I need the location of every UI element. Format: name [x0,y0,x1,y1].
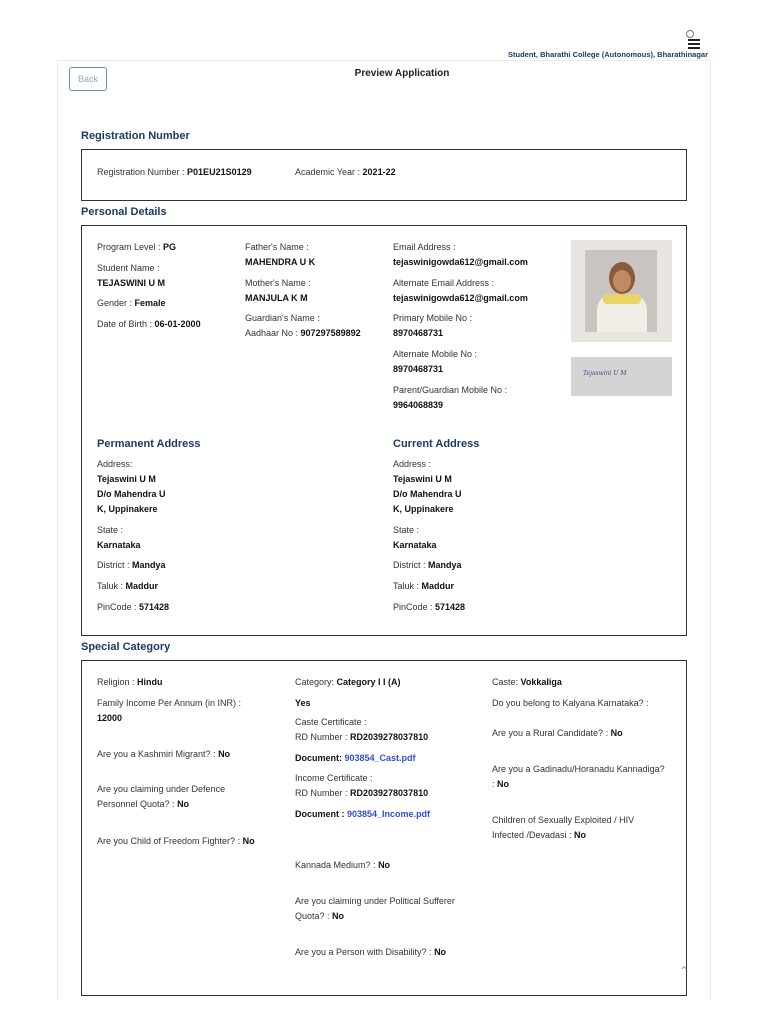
user-info: Student, Bharathi College (Autonomous), Bharathinagar [508,50,709,59]
current-address-label: Address : [393,459,432,469]
permanent-state-value: Karnataka [97,540,141,550]
primary-mobile-label: Primary Mobile No : [393,313,473,323]
email-value: tejaswinigowda612@gmail.com [393,257,528,267]
caste: Caste: Vokkaliga [492,677,562,687]
mother-name-label: Mother's Name : [245,278,311,288]
mother-name-value: MANJULA K M [245,293,308,303]
date-of-birth: Date of Birth : 06-01-2000 [97,319,201,329]
category: Category: Category I I (A) [295,677,401,687]
current-state-value: Karnataka [393,540,437,550]
current-state-label: State : [393,525,420,535]
scroll-up-icon[interactable]: ⌃ [679,964,690,978]
email-label: Email Address : [393,242,456,252]
student-photo [571,240,672,342]
permanent-address-label: Address: [97,459,133,469]
registration-number: Registration Number : P01EU21S0129 [97,167,252,177]
current-address-line1: Tejaswini U M [393,474,452,484]
aadhaar-number: Aadhaar No : 907297589892 [245,328,361,338]
gadinadu-line1: Are you a Gadinadu/Horanadu Kannadiga? [492,764,665,774]
permanent-taluk: Taluk : Maddur [97,581,159,591]
academic-year: Academic Year : 2021-22 [295,167,396,177]
top-bar [0,0,768,60]
income-rd-number: RD Number : RD2039278037810 [295,788,429,798]
permanent-pincode: PinCode : 571428 [97,602,170,612]
permanent-state-label: State : [97,525,124,535]
kalyana-karnataka: Do you belong to Kalyana Karnataka? : [492,698,649,708]
student-signature [571,357,672,396]
kannada-medium: Kannada Medium? : No [295,860,391,870]
current-address-title: Current Address [393,438,480,450]
permanent-district: District : Mandya [97,560,166,570]
guardian-name-label: Guardian's Name : [245,313,320,323]
kashmiri-migrant: Are you a Kashmiri Migrant? : No [97,749,231,759]
registration-section-title: Registration Number [81,130,190,142]
family-income-label: Family Income Per Annum (in INR) : [97,698,242,708]
income-document: Document : 903854_Income.pdf [295,809,431,819]
category-yes-value: Yes [295,698,311,708]
rural-candidate: Are you a Rural Candidate? : No [492,728,623,738]
alt-mobile-value: 8970468731 [393,364,444,374]
current-district: District : Mandya [393,560,462,570]
alt-email-label: Alternate Email Address : [393,278,495,288]
current-address-line3: K, Uppinakere [393,504,454,514]
page-title: Preview Application [354,68,450,79]
personal-section-title: Personal Details [81,206,167,218]
income-document-link[interactable]: 903854_Income.pdf [347,809,431,819]
religion: Religion : Hindu [97,677,163,687]
parent-mobile-label: Parent/Guardian Mobile No : [393,385,508,395]
permanent-address-title: Permanent Address [97,438,201,450]
alt-mobile-label: Alternate Mobile No : [393,349,478,359]
father-name-value: MAHENDRA U K [245,257,316,267]
current-address-line2: D/o Mahendra U [393,489,462,499]
permanent-address-line3: K, Uppinakere [97,504,158,514]
caste-document: Document: 903854_Cast.pdf [295,753,416,763]
parent-mobile-value: 9964068839 [393,400,444,410]
permanent-address-line1: Tejaswini U M [97,474,156,484]
defence-quota-line1: Are you claiming under Defence [97,784,226,794]
student-name-value: TEJASWINI U M [97,278,166,288]
current-pincode: PinCode : 571428 [393,602,466,612]
primary-mobile-value: 8970468731 [393,328,444,338]
income-certificate-label: Income Certificate : [295,773,373,783]
alt-email-value: tejaswinigowda612@gmail.com [393,293,528,303]
caste-document-link[interactable]: 903854_Cast.pdf [344,753,416,763]
freedom-fighter: Are you Child of Freedom Fighter? : No [97,836,255,846]
caste-rd-number: RD Number : RD2039278037810 [295,732,429,742]
gadinadu-line2: : No [492,779,510,789]
current-taluk: Taluk : Maddur [393,581,455,591]
political-sufferer-line1: Are you claiming under Political Sufferer [295,896,455,906]
permanent-address-line2: D/o Mahendra U [97,489,166,499]
children-exploited-line1: Children of Sexually Exploited / HIV [492,815,635,825]
children-exploited-line2: Infected /Devadasi : No [492,830,587,840]
student-name-label: Student Name : [97,263,160,273]
special-section-title: Special Category [81,641,171,653]
menu-icon[interactable] [684,30,702,52]
political-sufferer-line2: Quota? : No [295,911,345,921]
program-level: Program Level : PG [97,242,177,252]
signature-text: Tejaswini U M [583,370,627,377]
caste-certificate-label: Caste Certificate : [295,717,367,727]
father-name-label: Father's Name : [245,242,309,252]
family-income-value: 12000 [97,713,123,723]
defence-quota-line2: Personnel Quota? : No [97,799,190,809]
person-with-disability: Are you a Person with Disability? : No [295,947,447,957]
gender: Gender : Female [97,298,166,308]
back-button[interactable]: Back [69,67,107,91]
